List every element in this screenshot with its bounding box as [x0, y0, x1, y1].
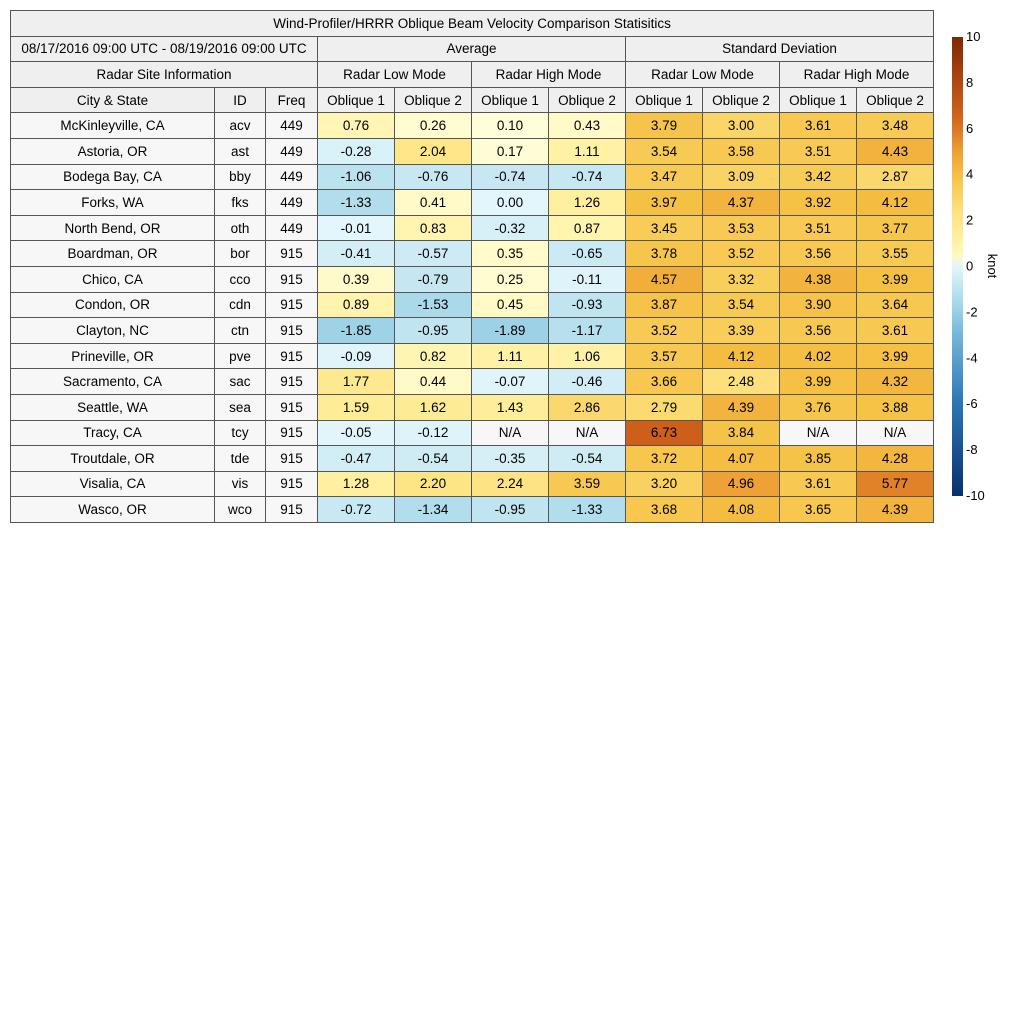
site-id: tde [215, 446, 266, 472]
cell-std-low-oblique2: 3.32 [703, 266, 780, 292]
cell-avg-low-oblique1: -0.01 [318, 215, 395, 241]
std-high-oblique1-header: Oblique 1 [780, 87, 857, 113]
site-id: cdn [215, 292, 266, 318]
std-high-mode-header: Radar High Mode [780, 62, 934, 88]
cell-std-low-oblique2: 3.54 [703, 292, 780, 318]
cell-std-high-oblique2: 3.99 [857, 266, 934, 292]
table-row [11, 446, 934, 472]
site-id: bby [215, 164, 266, 190]
cell-std-high-oblique2: 2.87 [857, 164, 934, 190]
cell-std-low-oblique2: 4.12 [703, 343, 780, 369]
cell-avg-high-oblique2: -1.33 [549, 497, 626, 523]
table-row [11, 318, 934, 344]
cell-std-low-oblique2: 3.84 [703, 420, 780, 446]
cell-avg-high-oblique2: -0.54 [549, 446, 626, 472]
cell-std-high-oblique1: 3.51 [780, 138, 857, 164]
site-freq: 915 [266, 343, 318, 369]
cell-avg-high-oblique2: 1.11 [549, 138, 626, 164]
site-id: tcy [215, 420, 266, 446]
cell-std-high-oblique1: 3.85 [780, 446, 857, 472]
cell-std-high-oblique2: 4.43 [857, 138, 934, 164]
cell-avg-high-oblique2: -0.74 [549, 164, 626, 190]
cell-avg-high-oblique2: -0.46 [549, 369, 626, 395]
site-id: wco [215, 497, 266, 523]
cell-std-high-oblique2: 3.55 [857, 241, 934, 267]
site-id: fks [215, 190, 266, 216]
cell-avg-high-oblique1: 0.17 [472, 138, 549, 164]
site-city: Troutdale, OR [11, 446, 215, 472]
cell-std-low-oblique1: 3.54 [626, 138, 703, 164]
cell-avg-low-oblique1: -0.47 [318, 446, 395, 472]
cell-avg-low-oblique1: 1.28 [318, 471, 395, 497]
site-freq: 915 [266, 497, 318, 523]
cell-std-high-oblique1: 3.61 [780, 471, 857, 497]
cell-std-high-oblique1: 3.99 [780, 369, 857, 395]
cell-std-high-oblique2: 4.28 [857, 446, 934, 472]
std-low-oblique2-header: Oblique 2 [703, 87, 780, 113]
site-id: cco [215, 266, 266, 292]
cell-std-high-oblique1: 3.56 [780, 318, 857, 344]
table-body [11, 11, 934, 523]
cell-avg-low-oblique2: -0.54 [395, 446, 472, 472]
cell-avg-high-oblique1: 0.25 [472, 266, 549, 292]
period-label: 08/17/2016 09:00 UTC - 08/19/2016 09:00 UTC [11, 36, 318, 62]
cell-std-low-oblique1: 3.97 [626, 190, 703, 216]
colorbar-tick-label: 2 [966, 212, 974, 228]
colorbar-tick-label: -6 [966, 396, 978, 412]
cell-avg-high-oblique1: N/A [472, 420, 549, 446]
cell-std-low-oblique1: 3.57 [626, 343, 703, 369]
cell-avg-high-oblique1: 1.11 [472, 343, 549, 369]
cell-avg-high-oblique2: -0.11 [549, 266, 626, 292]
cell-std-low-oblique1: 3.20 [626, 471, 703, 497]
cell-std-low-oblique2: 3.53 [703, 215, 780, 241]
cell-avg-high-oblique2: -1.17 [549, 318, 626, 344]
cell-avg-high-oblique2: -0.93 [549, 292, 626, 318]
table-row [11, 215, 934, 241]
site-freq: 915 [266, 394, 318, 420]
cell-avg-high-oblique1: -0.07 [472, 369, 549, 395]
table-row [11, 292, 934, 318]
cell-avg-high-oblique1: 0.45 [472, 292, 549, 318]
cell-avg-low-oblique2: 0.41 [395, 190, 472, 216]
site-city: Seattle, WA [11, 394, 215, 420]
site-id: sea [215, 394, 266, 420]
site-city: Clayton, NC [11, 318, 215, 344]
cell-std-low-oblique1: 3.45 [626, 215, 703, 241]
cell-avg-low-oblique2: 0.83 [395, 215, 472, 241]
avg-high-oblique1-header: Oblique 1 [472, 87, 549, 113]
site-city: Boardman, OR [11, 241, 215, 267]
colorbar-tick-label: -2 [966, 304, 978, 320]
site-freq: 915 [266, 446, 318, 472]
city-state-header: City & State [11, 87, 215, 113]
cell-std-low-oblique2: 4.39 [703, 394, 780, 420]
site-id: sac [215, 369, 266, 395]
cell-std-high-oblique2: 3.48 [857, 113, 934, 139]
site-id: bor [215, 241, 266, 267]
avg-low-oblique1-header: Oblique 1 [318, 87, 395, 113]
cell-std-high-oblique2: 4.39 [857, 497, 934, 523]
cell-avg-low-oblique2: -0.76 [395, 164, 472, 190]
cell-std-high-oblique2: 3.99 [857, 343, 934, 369]
site-city: Tracy, CA [11, 420, 215, 446]
table-row [11, 113, 934, 139]
table-row [11, 343, 934, 369]
site-id: pve [215, 343, 266, 369]
cell-avg-high-oblique2: 3.59 [549, 471, 626, 497]
cell-avg-low-oblique1: -1.85 [318, 318, 395, 344]
cell-std-high-oblique1: 3.51 [780, 215, 857, 241]
cell-std-high-oblique1: 3.56 [780, 241, 857, 267]
cell-std-low-oblique2: 3.09 [703, 164, 780, 190]
cell-avg-high-oblique2: 0.87 [549, 215, 626, 241]
site-city: Bodega Bay, CA [11, 164, 215, 190]
site-city: Chico, CA [11, 266, 215, 292]
colorbar-ticks [966, 29, 985, 503]
colorbar-tick-label: 10 [966, 29, 981, 44]
cell-std-high-oblique2: 3.88 [857, 394, 934, 420]
cell-avg-low-oblique2: -0.57 [395, 241, 472, 267]
site-freq: 915 [266, 471, 318, 497]
cell-avg-low-oblique2: -0.95 [395, 318, 472, 344]
cell-std-low-oblique1: 3.72 [626, 446, 703, 472]
std-high-oblique2-header: Oblique 2 [857, 87, 934, 113]
cell-std-high-oblique1: 4.02 [780, 343, 857, 369]
cell-avg-low-oblique1: -0.09 [318, 343, 395, 369]
cell-avg-low-oblique2: 2.20 [395, 471, 472, 497]
group-header-row [11, 36, 934, 62]
cell-avg-low-oblique2: -0.12 [395, 420, 472, 446]
cell-std-low-oblique2: 4.96 [703, 471, 780, 497]
avg-high-oblique2-header: Oblique 2 [549, 87, 626, 113]
site-id: acv [215, 113, 266, 139]
radar-site-info-header: Radar Site Information [11, 62, 318, 88]
site-id: oth [215, 215, 266, 241]
site-freq: 915 [266, 266, 318, 292]
cell-std-low-oblique1: 3.52 [626, 318, 703, 344]
cell-avg-low-oblique2: 0.26 [395, 113, 472, 139]
cell-avg-low-oblique1: -1.33 [318, 190, 395, 216]
cell-std-high-oblique1: 3.61 [780, 113, 857, 139]
freq-header: Freq [266, 87, 318, 113]
cell-avg-low-oblique2: 2.04 [395, 138, 472, 164]
site-id: ctn [215, 318, 266, 344]
site-city: Wasco, OR [11, 497, 215, 523]
cell-avg-low-oblique2: 0.44 [395, 369, 472, 395]
avg-high-mode-header: Radar High Mode [472, 62, 626, 88]
colorbar-tick-label: -4 [966, 350, 978, 366]
site-freq: 915 [266, 420, 318, 446]
table-row [11, 420, 934, 446]
cell-std-low-oblique2: 3.52 [703, 241, 780, 267]
avg-low-oblique2-header: Oblique 2 [395, 87, 472, 113]
cell-std-high-oblique2: 4.32 [857, 369, 934, 395]
site-city: North Bend, OR [11, 215, 215, 241]
std-header: Standard Deviation [626, 36, 934, 62]
average-header: Average [318, 36, 626, 62]
cell-avg-high-oblique2: 2.86 [549, 394, 626, 420]
colorbar-gradient [952, 37, 963, 496]
site-city: McKinleyville, CA [11, 113, 215, 139]
cell-std-high-oblique2: 4.12 [857, 190, 934, 216]
cell-avg-high-oblique2: 1.06 [549, 343, 626, 369]
colorbar-tick-label: 0 [966, 258, 974, 274]
cell-std-high-oblique2: 3.61 [857, 318, 934, 344]
table-row [11, 138, 934, 164]
cell-avg-low-oblique2: -1.53 [395, 292, 472, 318]
cell-std-high-oblique1: 3.42 [780, 164, 857, 190]
table-row [11, 164, 934, 190]
std-low-oblique1-header: Oblique 1 [626, 87, 703, 113]
table-row [11, 471, 934, 497]
cell-avg-high-oblique1: -0.95 [472, 497, 549, 523]
colorbar-tick-label: 8 [966, 74, 974, 90]
site-freq: 915 [266, 241, 318, 267]
cell-avg-high-oblique2: -0.65 [549, 241, 626, 267]
cell-std-low-oblique1: 3.47 [626, 164, 703, 190]
cell-avg-high-oblique1: -0.32 [472, 215, 549, 241]
cell-std-high-oblique1: 3.90 [780, 292, 857, 318]
cell-avg-low-oblique2: -1.34 [395, 497, 472, 523]
cell-avg-high-oblique1: 1.43 [472, 394, 549, 420]
cell-avg-low-oblique1: -0.05 [318, 420, 395, 446]
cell-std-high-oblique2: N/A [857, 420, 934, 446]
colorbar-tick-label: 6 [966, 120, 974, 136]
cell-avg-high-oblique2: 1.26 [549, 190, 626, 216]
site-city: Condon, OR [11, 292, 215, 318]
cell-std-high-oblique2: 3.77 [857, 215, 934, 241]
cell-std-low-oblique1: 3.68 [626, 497, 703, 523]
cell-avg-high-oblique2: 0.43 [549, 113, 626, 139]
cell-avg-low-oblique1: -0.72 [318, 497, 395, 523]
cell-avg-high-oblique1: -0.74 [472, 164, 549, 190]
cell-std-low-oblique2: 4.37 [703, 190, 780, 216]
cell-avg-high-oblique1: -1.89 [472, 318, 549, 344]
site-city: Visalia, CA [11, 471, 215, 497]
cell-std-high-oblique1: 3.76 [780, 394, 857, 420]
cell-std-low-oblique1: 3.79 [626, 113, 703, 139]
site-freq: 915 [266, 369, 318, 395]
cell-avg-high-oblique1: -0.35 [472, 446, 549, 472]
title-row [11, 11, 934, 37]
colorbar-label: knot [985, 253, 1000, 279]
cell-std-high-oblique1: 3.92 [780, 190, 857, 216]
cell-std-low-oblique2: 3.00 [703, 113, 780, 139]
statistics-table [10, 10, 934, 523]
site-freq: 915 [266, 292, 318, 318]
table-row [11, 190, 934, 216]
cell-avg-high-oblique1: 0.10 [472, 113, 549, 139]
cell-std-low-oblique2: 3.58 [703, 138, 780, 164]
site-freq: 449 [266, 215, 318, 241]
site-freq: 449 [266, 138, 318, 164]
site-city: Sacramento, CA [11, 369, 215, 395]
cell-avg-high-oblique1: 2.24 [472, 471, 549, 497]
cell-std-low-oblique1: 3.66 [626, 369, 703, 395]
cell-avg-low-oblique1: 0.89 [318, 292, 395, 318]
cell-std-high-oblique2: 3.64 [857, 292, 934, 318]
site-freq: 449 [266, 190, 318, 216]
cell-avg-high-oblique1: 0.35 [472, 241, 549, 267]
cell-avg-low-oblique1: -1.06 [318, 164, 395, 190]
cell-avg-low-oblique1: 0.39 [318, 266, 395, 292]
table-title: Wind-Profiler/HRRR Oblique Beam Velocity Comparison Statisitics [11, 11, 934, 37]
colorbar-tick-label: 4 [966, 166, 974, 182]
site-freq: 449 [266, 164, 318, 190]
cell-std-low-oblique2: 4.08 [703, 497, 780, 523]
site-id: ast [215, 138, 266, 164]
cell-std-low-oblique1: 4.57 [626, 266, 703, 292]
cell-std-low-oblique2: 4.07 [703, 446, 780, 472]
cell-avg-low-oblique1: 1.77 [318, 369, 395, 395]
cell-std-high-oblique1: 3.65 [780, 497, 857, 523]
cell-avg-low-oblique1: -0.28 [318, 138, 395, 164]
cell-std-low-oblique2: 3.39 [703, 318, 780, 344]
colorbar-tick-label: -8 [966, 442, 978, 458]
cell-std-low-oblique1: 3.87 [626, 292, 703, 318]
site-id: vis [215, 471, 266, 497]
site-city: Prineville, OR [11, 343, 215, 369]
site-city: Forks, WA [11, 190, 215, 216]
cell-avg-low-oblique1: 0.76 [318, 113, 395, 139]
cell-std-low-oblique1: 3.78 [626, 241, 703, 267]
cell-avg-low-oblique2: 1.62 [395, 394, 472, 420]
mode-header-row [11, 62, 934, 88]
site-freq: 449 [266, 113, 318, 139]
std-low-mode-header: Radar Low Mode [626, 62, 780, 88]
column-header-row [11, 87, 934, 113]
cell-avg-low-oblique1: 1.59 [318, 394, 395, 420]
cell-std-high-oblique2: 5.77 [857, 471, 934, 497]
cell-std-low-oblique1: 2.79 [626, 394, 703, 420]
cell-std-low-oblique2: 2.48 [703, 369, 780, 395]
cell-avg-low-oblique2: -0.79 [395, 266, 472, 292]
id-header: ID [215, 87, 266, 113]
colorbar-tick-label: -10 [966, 488, 985, 503]
cell-avg-high-oblique1: 0.00 [472, 190, 549, 216]
cell-std-high-oblique1: N/A [780, 420, 857, 446]
cell-avg-low-oblique2: 0.82 [395, 343, 472, 369]
table-row [11, 394, 934, 420]
cell-avg-low-oblique1: -0.41 [318, 241, 395, 267]
cell-std-high-oblique1: 4.38 [780, 266, 857, 292]
table-row [11, 369, 934, 395]
table-row [11, 497, 934, 523]
cell-avg-high-oblique2: N/A [549, 420, 626, 446]
table-row [11, 266, 934, 292]
cell-std-low-oblique1: 6.73 [626, 420, 703, 446]
avg-low-mode-header: Radar Low Mode [318, 62, 472, 88]
site-city: Astoria, OR [11, 138, 215, 164]
table-row [11, 241, 934, 267]
site-freq: 915 [266, 318, 318, 344]
